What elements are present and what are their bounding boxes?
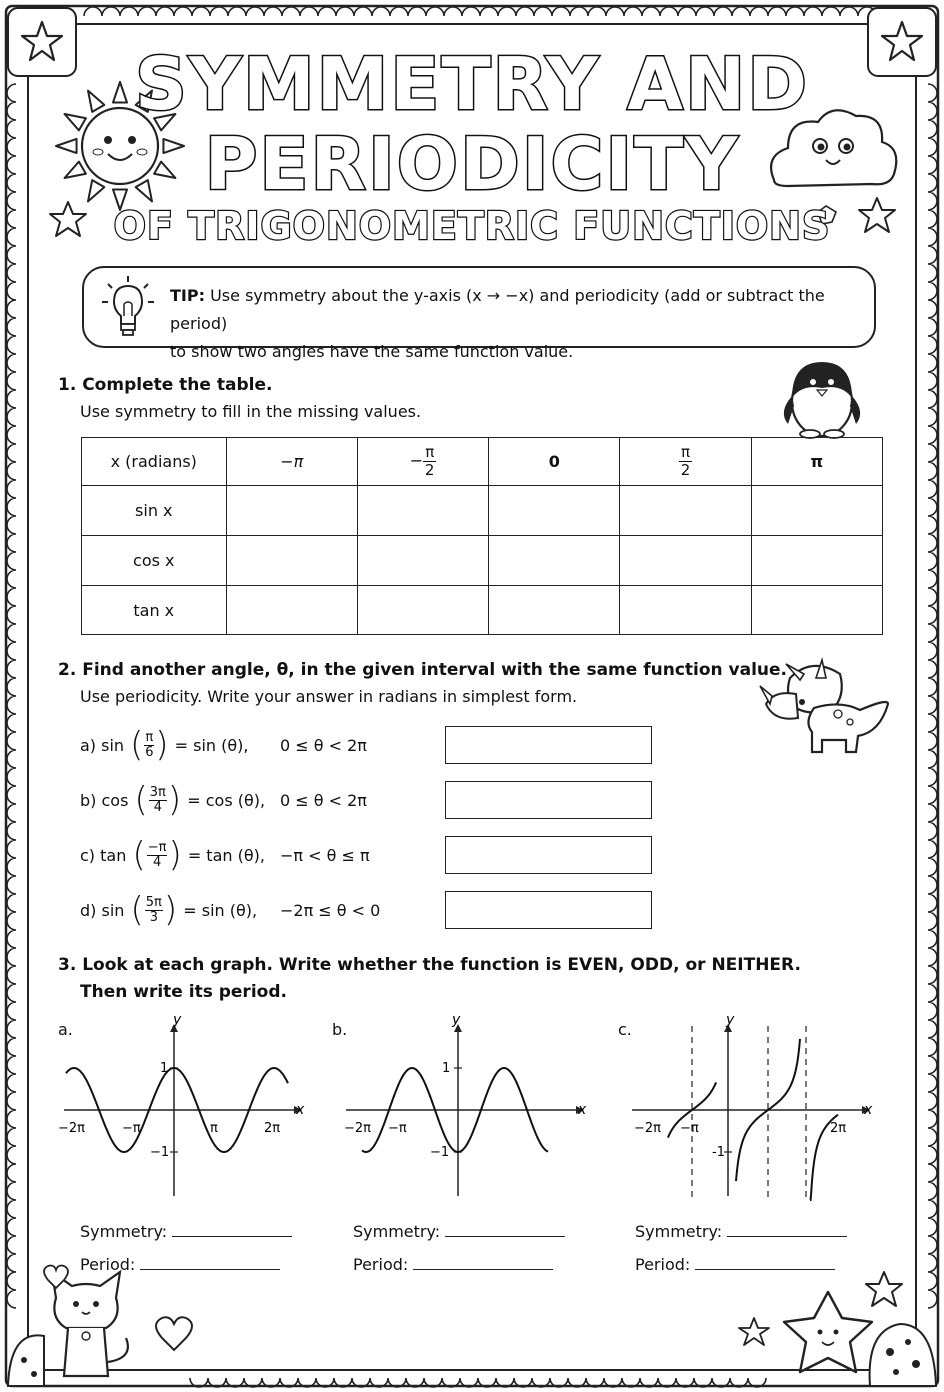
table-cell[interactable] bbox=[357, 586, 488, 635]
period-field-b[interactable] bbox=[353, 1255, 553, 1274]
tip-box bbox=[82, 266, 876, 361]
table-cell[interactable] bbox=[489, 536, 620, 586]
page-title-line2: PERIODICITY bbox=[204, 122, 740, 206]
question-3-heading: 3. Look at each graph. Write whether the function is EVEN, ODD, or NEITHER. bbox=[58, 955, 801, 975]
page-subtitle: OF TRIGONOMETRIC FUNCTIONS bbox=[113, 204, 831, 248]
item-label: b) bbox=[80, 790, 97, 810]
y-axis-label: y bbox=[726, 1012, 735, 1028]
tick-neg-pi: −π bbox=[680, 1121, 699, 1136]
tick-neg-pi: −π bbox=[388, 1121, 407, 1136]
star-icon bbox=[866, 1272, 902, 1306]
table-row-label: tan x bbox=[82, 586, 227, 635]
frac-num: π bbox=[681, 443, 691, 461]
period-field-a[interactable] bbox=[80, 1255, 280, 1274]
equation-b: b) cos ( $\frac{3\pi}{4}$ ) = cos (θ), 0 ≤ θ < 2π bbox=[80, 780, 367, 820]
table-cell[interactable] bbox=[489, 486, 620, 536]
graph-b-label: b. bbox=[332, 1020, 348, 1039]
curve-c bbox=[668, 1039, 838, 1200]
table-cell[interactable] bbox=[751, 536, 882, 586]
frac-den: 2 bbox=[424, 461, 435, 479]
star-face-icon bbox=[784, 1292, 872, 1372]
table-cell[interactable] bbox=[226, 586, 357, 635]
table-cell[interactable] bbox=[489, 586, 620, 635]
tick-neg-1: −1 bbox=[430, 1145, 450, 1160]
question-3-heading-line2: Then write its period. bbox=[80, 982, 287, 1002]
period-label: Period: bbox=[80, 1255, 136, 1274]
item-label: a) bbox=[80, 735, 97, 755]
symmetry-label: Symmetry: bbox=[635, 1222, 723, 1241]
tick-neg-pi: −π bbox=[122, 1121, 141, 1136]
tick-pi: π bbox=[210, 1121, 218, 1136]
frac-den: 2 bbox=[680, 461, 691, 479]
fn-name: tan bbox=[100, 845, 127, 865]
tip-line1: Use symmetry about the y-axis (x → −x) and periodicity (add or subtract the period) bbox=[170, 286, 825, 333]
y-axis-label: y bbox=[173, 1012, 182, 1028]
table-row-label: sin x bbox=[82, 486, 227, 536]
question-1-instruction: Use symmetry to fill in the missing values. bbox=[80, 402, 422, 421]
frac-num: 3π bbox=[149, 784, 166, 800]
graph-c bbox=[624, 1010, 884, 1205]
cat-icon bbox=[52, 1272, 128, 1376]
tick-1: 1 bbox=[442, 1061, 451, 1076]
x-axis-label: x bbox=[578, 1102, 587, 1118]
question-1-heading: 1. Complete the table. bbox=[58, 375, 273, 395]
table-cell[interactable] bbox=[620, 586, 751, 635]
frac-den: 4 bbox=[152, 854, 162, 870]
graph-a bbox=[56, 1010, 316, 1205]
table-cell[interactable] bbox=[357, 536, 488, 586]
fn-name: sin bbox=[101, 735, 125, 755]
question-2-instruction: Use periodicity. Write your answer in radians in simplest form. bbox=[80, 687, 578, 706]
answer-box-c[interactable] bbox=[445, 836, 652, 874]
interval: −2π ≤ θ < 0 bbox=[280, 900, 381, 920]
fn-name: sin bbox=[101, 900, 125, 920]
value-table bbox=[81, 437, 883, 635]
table-cell[interactable] bbox=[226, 486, 357, 536]
table-header-neg-pi: −π bbox=[226, 438, 357, 486]
table-cell[interactable] bbox=[751, 486, 882, 536]
period-label: Period: bbox=[635, 1255, 691, 1274]
tick-neg-2pi: −2π bbox=[344, 1121, 371, 1136]
tick-neg-1: -1 bbox=[712, 1145, 725, 1160]
question-2-heading: 2. Find another angle, θ, in the given interval with the same function value. bbox=[58, 660, 788, 680]
tick-neg-2pi: −2π bbox=[58, 1121, 85, 1136]
frac-num: π bbox=[425, 443, 435, 461]
tip-text bbox=[170, 282, 856, 366]
period-field-c[interactable] bbox=[635, 1255, 835, 1274]
interval: 0 ≤ θ < 2π bbox=[280, 735, 367, 755]
answer-box-d[interactable] bbox=[445, 891, 652, 929]
table-cell[interactable] bbox=[357, 486, 488, 536]
y-axis-label: y bbox=[452, 1012, 461, 1028]
equation-a: a) sin ( $\frac{\pi}{6}$ ) = sin (θ), 0 ≤ θ < 2π bbox=[80, 725, 367, 765]
penguin-icon bbox=[784, 362, 860, 438]
graph-a-label: a. bbox=[58, 1020, 73, 1039]
tick-1: 1 bbox=[160, 1061, 169, 1076]
rhs: = sin (θ), bbox=[183, 900, 258, 920]
table-cell[interactable] bbox=[226, 536, 357, 586]
rhs: = cos (θ), bbox=[187, 790, 266, 810]
table-header-zero: 0 bbox=[489, 438, 620, 486]
frac-den: 4 bbox=[153, 799, 162, 815]
table-cell[interactable] bbox=[751, 586, 882, 635]
item-label: d) bbox=[80, 900, 97, 920]
answer-box-b[interactable] bbox=[445, 781, 652, 819]
table-header-neg-pi-over-2 bbox=[357, 438, 488, 486]
frac-num: π bbox=[145, 729, 154, 745]
table-header-pi-over-2 bbox=[620, 438, 751, 486]
tip-line2: to show two angles have the same function value. bbox=[170, 342, 574, 361]
rhs: = sin (θ), bbox=[174, 735, 249, 755]
tick-2pi: 2π bbox=[264, 1121, 281, 1136]
symmetry-field-b[interactable] bbox=[353, 1222, 565, 1241]
minus-sign: − bbox=[409, 451, 424, 470]
equation-c: c) tan ( $\frac{-\pi}{4}$ ) = tan (θ), −π < θ ≤ π bbox=[80, 835, 370, 875]
tick-2pi: 2π bbox=[830, 1121, 847, 1136]
table-row-label: cos x bbox=[82, 536, 227, 586]
graph-b bbox=[338, 1010, 598, 1205]
frac-den: 3 bbox=[149, 909, 158, 925]
fn-name: cos bbox=[101, 790, 129, 810]
table-header-pi: π bbox=[751, 438, 882, 486]
graph-c-label: c. bbox=[618, 1020, 632, 1039]
rhs: = tan (θ), bbox=[187, 845, 265, 865]
frac-num: −π bbox=[147, 839, 167, 855]
table-cell[interactable] bbox=[620, 486, 751, 536]
equation-d: d) sin ( $\frac{5\pi}{3}$ ) = sin (θ), −2π ≤ θ < 0 bbox=[80, 890, 381, 930]
interval: 0 ≤ θ < 2π bbox=[280, 790, 367, 810]
frac-den: 6 bbox=[145, 744, 154, 760]
symmetry-label: Symmetry: bbox=[353, 1222, 441, 1241]
symmetry-field-a[interactable] bbox=[80, 1222, 292, 1241]
item-label: c) bbox=[80, 845, 96, 865]
lightbulb-icon bbox=[98, 274, 158, 344]
tick-neg-1: −1 bbox=[150, 1145, 170, 1160]
answer-box-a[interactable] bbox=[445, 726, 652, 764]
symmetry-field-c[interactable] bbox=[635, 1222, 847, 1241]
page-title: SYMMETRY AND bbox=[134, 42, 810, 126]
heart-icon bbox=[156, 1317, 192, 1350]
interval: −π < θ ≤ π bbox=[280, 845, 370, 865]
x-axis-label: x bbox=[296, 1102, 305, 1118]
table-header-x: x (radians) bbox=[82, 438, 227, 486]
frac-num: 5π bbox=[145, 894, 162, 910]
tip-label: TIP: bbox=[170, 286, 205, 305]
x-axis-label: x bbox=[864, 1102, 873, 1118]
tick-neg-2pi: −2π bbox=[634, 1121, 661, 1136]
period-label: Period: bbox=[353, 1255, 409, 1274]
star-icon bbox=[739, 1318, 769, 1345]
table-cell[interactable] bbox=[620, 536, 751, 586]
symmetry-label: Symmetry: bbox=[80, 1222, 168, 1241]
